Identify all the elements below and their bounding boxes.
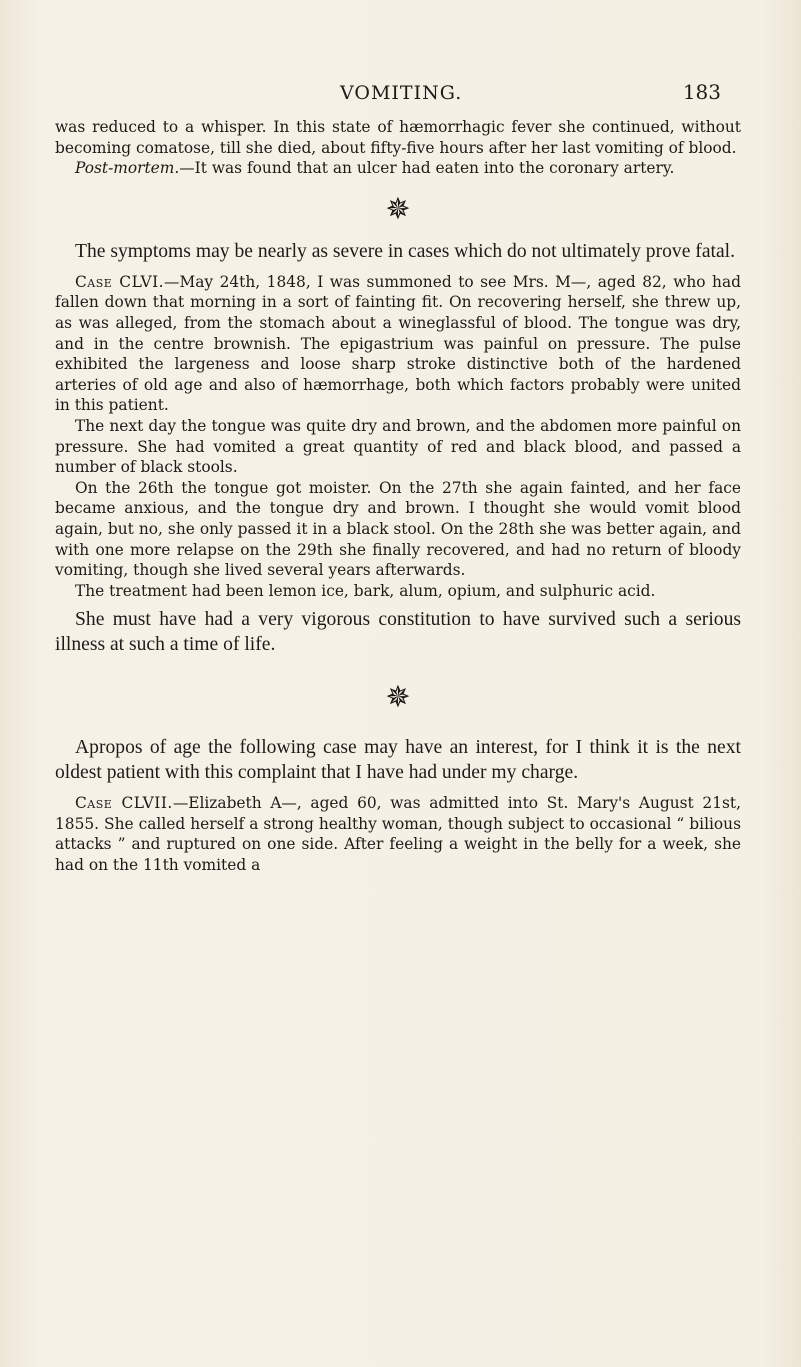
case-157-text: —Elizabeth A—, aged 60, was admitted into St. Mary's August 21st, 1855. She called herself a strong healthy woman, though subject to occasional “ bilious attacks ” and ruptured on one side. After feeling a weight in the belly for a week, she had on the 11th vomited a [55, 794, 741, 875]
running-head: VOMITING. [340, 82, 463, 104]
page-number: 183 [682, 80, 721, 104]
commentary-apropos: Apropos of age the following case may have an interest, for I think it is the next oldest patient with this complaint that I have had under my charge. [55, 737, 741, 784]
case-156-label: Case CLVI. [75, 272, 165, 291]
section-ornament-icon: ✵ [385, 191, 411, 227]
case-156-paragraph [55, 272, 741, 416]
section-ornament-icon-2: ✵ [385, 680, 411, 716]
paragraph-continuation: was reduced to a whisper. In this state of hæmorrhagic fever she continued, without becoming comatose, till she died, about fifty-five hours after her last vomiting of blood. [55, 118, 741, 157]
page-body [55, 117, 741, 876]
case-157-label: Case CLVII. [75, 794, 173, 813]
page-header [0, 80, 801, 110]
case-156-text: —May 24th, 1848, I was summoned to see Mrs. M—, aged 82, who had fallen down that morning in a sort of fainting fit. On recovering herself, she threw up, as was alleged, from the stomach about a wineglassful of blood. The tongue was dry, and in the centre brownish. The epigastrium was painful on pressure. The pulse exhibited the largeness and loose sharp stroke distinctive both of the hardened arteries of old age and also of hæmorrhage, both which factors probably were united in this patient. [55, 272, 741, 415]
commentary-paragraph: The symptoms may be nearly as severe in cases which do not ultimately prove fatal. [75, 240, 736, 262]
commentary-constitution: She must have had a very vigorous constitution to have survived such a serious illness at such a time of life. [55, 609, 741, 656]
case-156-next-day: The next day the tongue was quite dry and brown, and the abdomen more painful on pressure. She had vomited a great quantity of red and black blood, and passed a number of black stools. [55, 416, 741, 477]
case-157-paragraph [55, 793, 741, 875]
post-mortem-label: Post-mortem. [75, 159, 180, 178]
paragraph-post-mortem [55, 158, 741, 179]
case-156-treatment: The treatment had been lemon ice, bark, alum, opium, and sulphuric acid. [75, 581, 656, 600]
case-156-progress: On the 26th the tongue got moister. On the 27th she again fainted, and her face became anxious, and the tongue dry and brown. I thought she would vomit blood again, but no, she only passed it in a black stool. On the 28th she was better again, and with one more relapse on the 29th she finally recovered, and had no return of bloody vomiting, though she lived several years afterwards. [55, 478, 741, 580]
post-mortem-text: —It was found that an ulcer had eaten into the coronary artery. [179, 159, 675, 178]
